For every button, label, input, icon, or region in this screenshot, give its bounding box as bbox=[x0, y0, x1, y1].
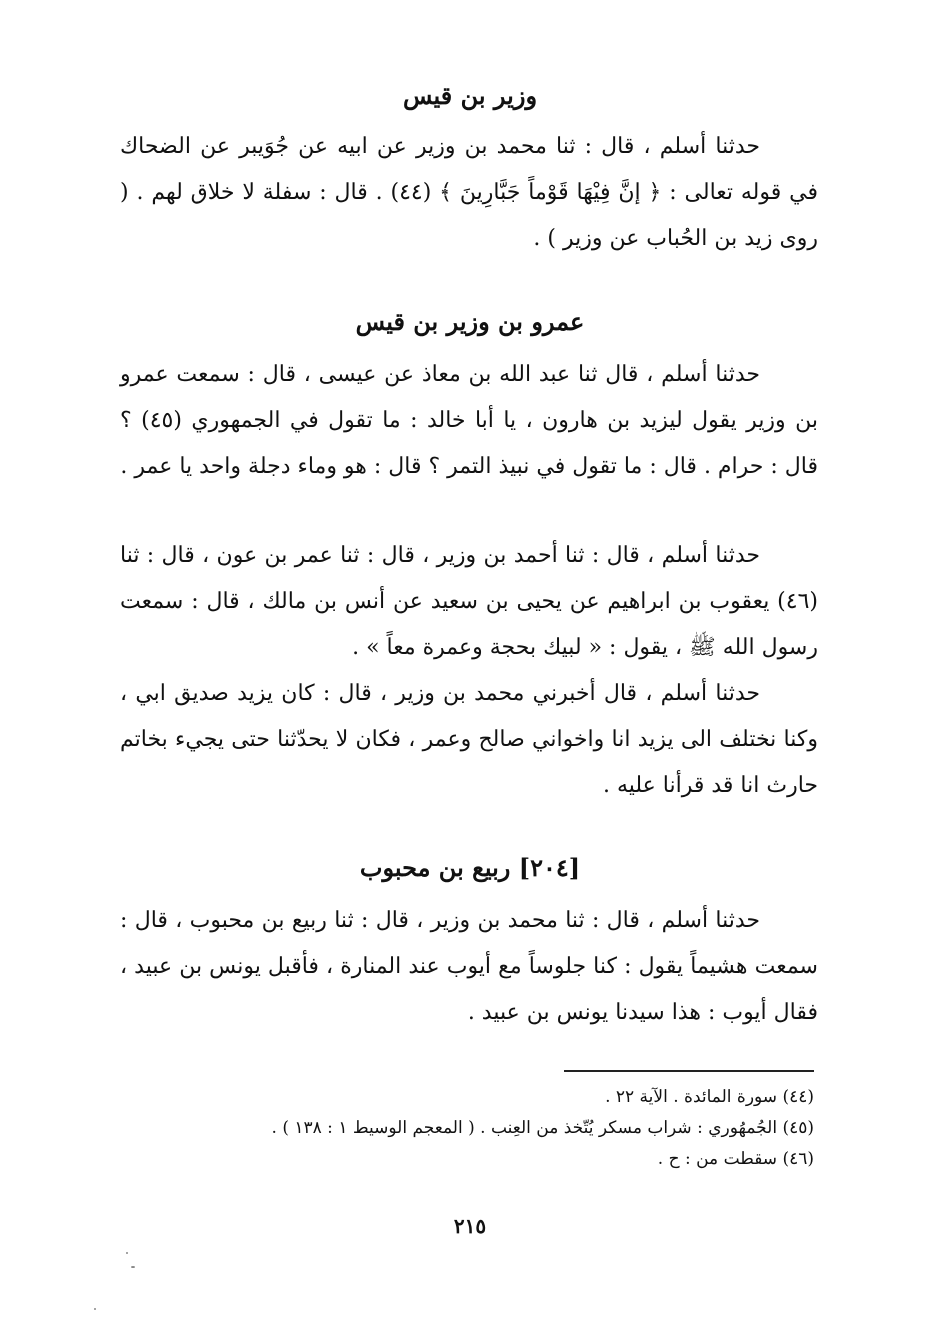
section-heading-amr-bin-wazir: عمرو بن وزير بن قيس bbox=[355, 307, 585, 336]
section-heading-rabi-bin-mahbub: [٢٠٤] ربيع بن محبوب bbox=[359, 853, 581, 882]
paragraph-amr-bin-wazir-3: حدثنا أسلم ، قال أخبرني محمد بن وزير ، قال : كان يزيد صديق ابي ، وكنا نختلف الى يزيد انا واخواني صالح وعمر ، فكان لا يحدّثنا حتى يجيء بخاتم حارث انا قد قرأنا عليه . bbox=[120, 681, 818, 798]
footnote-45: (٤٥) الجُمهُوري : شراب مسكر يُتّخذ من العِنب . ( المعجم الوسيط ١ : ١٣٨ ) . bbox=[271, 1118, 814, 1138]
scan-speck bbox=[126, 1252, 128, 1254]
paragraph-rabi-bin-mahbub: حدثنا أسلم ، قال : ثنا محمد بن وزير ، قال : ثنا ربيع بن محبوب ، قال : سمعت هشيماً يقول : كنا جلوساً مع أيوب عند المنارة ، فأقبل يونس بن عبيد ، فقال أيوب : هذا سيدنا يونس بن عبيد . bbox=[120, 908, 818, 1025]
page-number: ٢١٥ bbox=[453, 1214, 487, 1238]
paragraph-amr-bin-wazir-1: حدثنا أسلم ، قال ثنا عبد الله بن معاذ عن عيسى ، قال : سمعت عمرو بن وزير يقول ليزيد بن هارون ، يا أبا خالد : ما تقول في الجمهوري (٤٥) ؟ قال : حرام . قال : ما تقول في نبيذ التمر ؟ قال : هو وماء دجلة واحد يا عمر . bbox=[120, 362, 818, 479]
scan-speck bbox=[131, 1266, 135, 1268]
footnote-44: (٤٤) سورة المائدة . الآية ٢٢ . bbox=[605, 1087, 814, 1107]
footnote-46: (٤٦) سقطت من : ح . bbox=[657, 1149, 814, 1169]
footnote-divider bbox=[564, 1070, 814, 1072]
footnotes bbox=[174, 1082, 814, 1175]
paragraph-amr-bin-wazir-2: حدثنا أسلم ، قال : ثنا أحمد بن وزير ، قال : ثنا عمر بن عون ، قال : ثنا (٤٦) يعقوب بن ابراهيم عن يحيى بن سعيد عن أنس بن مالك ، قال : سمعت رسول الله ﷺ ، يقول : « لبيك بحجة وعمرة معاً » . bbox=[120, 543, 818, 660]
scan-speck bbox=[94, 1308, 96, 1310]
paragraph-wazir-bin-qays: حدثنا أسلم ، قال : ثنا محمد بن وزير عن ابيه عن جُوَيبر عن الضحاك في قوله تعالى : ﴿ إنَّ فِيْهَا قَوْماً جَبَّارِينَ ﴾ (٤٤) . قال : سفلة لا خلاق لهم . ( روى زيد بن الحُباب عن وزير ) . bbox=[120, 134, 818, 251]
section-heading-wazir-bin-qays: وزير بن قيس bbox=[402, 81, 538, 110]
